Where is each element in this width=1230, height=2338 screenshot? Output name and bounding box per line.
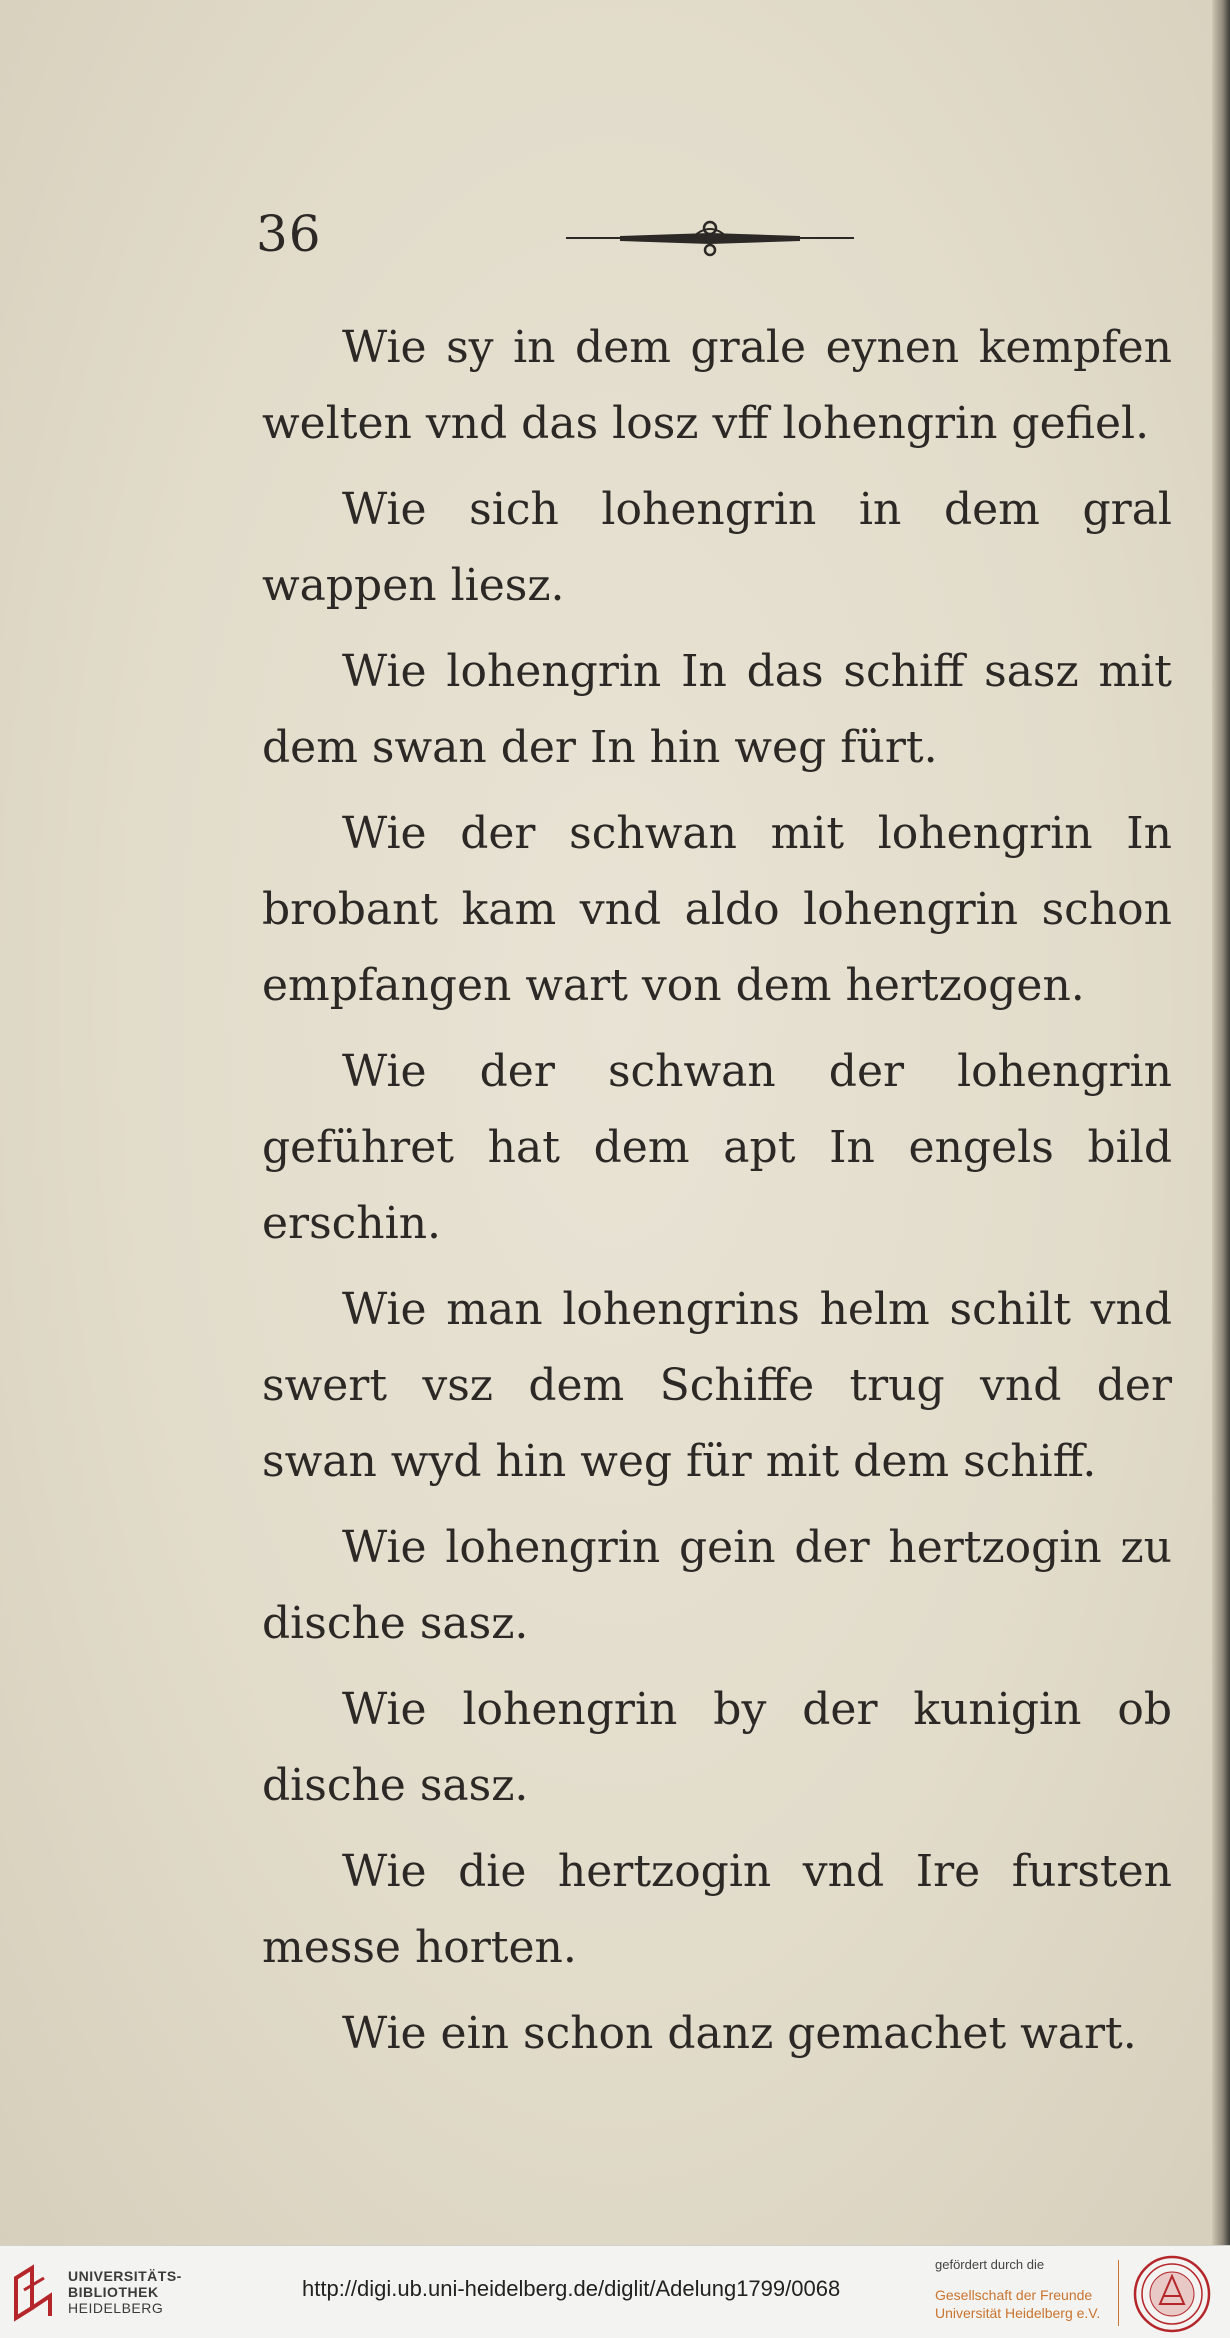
university-seal-icon [1132, 2254, 1212, 2334]
page-number: 36 [256, 205, 322, 263]
entry-2: Wie sich lohengrin in dem gral wappen liesz. [262, 484, 1172, 611]
footer-bar [0, 2245, 1230, 2338]
entry-1: Wie sy in dem grale eynen kempfen welten vnd das losz vff lohengrin gefiel. [262, 322, 1172, 449]
digital-object-url[interactable]: http://digi.ub.uni-heidelberg.de/diglit/Adelung1799/0068 [302, 2276, 841, 2301]
entry-7: Wie lohengrin gein der hertzogin zu dische sasz. [262, 1522, 1172, 1649]
entry-5: Wie der schwan der lohengrin geführet hat dem apt In engels bild erschin. [262, 1046, 1172, 1249]
ub-heidelberg-logo-icon [10, 2264, 58, 2322]
sponsor-intro: gefördert durch die [935, 2257, 1045, 2272]
entry-8: Wie lohengrin by der kunigin ob dische sasz. [262, 1684, 1172, 1811]
table-of-contents-text [262, 310, 1172, 2072]
sponsor-organisation: Gesellschaft der Freunde Universität Heidelberg e.V. [935, 2287, 1101, 2321]
ornament-divider-icon [560, 214, 860, 264]
sponsor-divider [1118, 2260, 1119, 2326]
entry-6: Wie man lohengrins helm schilt vnd swert vsz dem Schiffe trug vnd der swan wyd hin weg für mit dem schiff. [262, 1284, 1172, 1487]
library-name: UNIVERSITÄTS- BIBLIOTHEK HEIDELBERG [68, 2268, 182, 2316]
entry-10: Wie ein schon danz gemachet wart. [342, 2008, 1137, 2059]
page-edge [1212, 0, 1230, 2245]
sponsor-block [935, 2256, 1115, 2322]
entry-9: Wie die hertzogin vnd Ire fursten messe horten. [262, 1846, 1172, 1973]
entry-3: Wie lohengrin In das schiff sasz mit dem swan der In hin weg fürt. [262, 646, 1172, 773]
entry-4: Wie der schwan mit lohengrin In brobant kam vnd aldo lohengrin schon empfangen wart von dem hertzogen. [262, 808, 1172, 1011]
